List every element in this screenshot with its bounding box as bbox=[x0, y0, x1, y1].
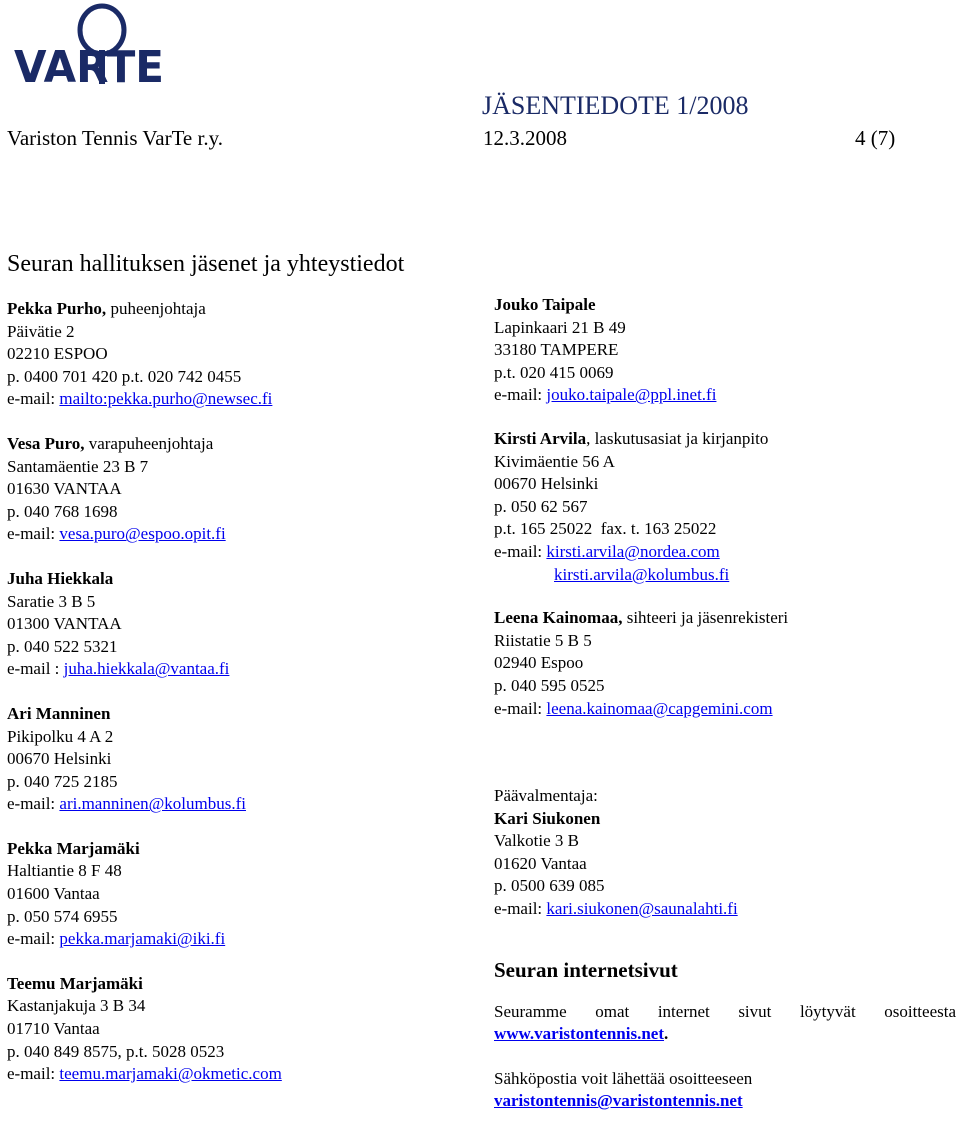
contact-line: 01600 Vantaa bbox=[7, 884, 100, 904]
logo-text: VARTE bbox=[14, 42, 164, 93]
contact-line: Haltiantie 8 F 48 bbox=[7, 861, 122, 881]
contact-line: Kastanjakuja 3 B 34 bbox=[7, 996, 146, 1016]
contact-line: p. 040 768 1698 bbox=[7, 501, 118, 521]
contact-name: Pekka Marjamäki bbox=[7, 838, 140, 858]
contact-card bbox=[494, 607, 956, 720]
contact-line: 00670 Helsinki bbox=[7, 749, 112, 769]
contact-card bbox=[7, 703, 457, 816]
contact-line: p. 0400 701 420 p.t. 020 742 0455 bbox=[7, 366, 242, 386]
email-invite-text: Sähköpostia voit lähettää osoitteeseen bbox=[494, 1068, 753, 1088]
contact-card bbox=[7, 298, 457, 411]
contact-line: p. 040 725 2185 bbox=[7, 771, 118, 791]
email-link[interactable]: mailto:pekka.purho@newsec.fi bbox=[59, 389, 273, 409]
contact-role: puheenjohtaja bbox=[106, 299, 206, 318]
email-label: e-mail: bbox=[7, 794, 60, 814]
email-link[interactable]: kari.siukonen@saunalahti.fi bbox=[546, 899, 738, 919]
contact-card bbox=[7, 433, 457, 546]
email-link[interactable]: leena.kainomaa@capgemini.com bbox=[546, 698, 773, 718]
varte-logo bbox=[6, 2, 174, 100]
email-link[interactable]: kirsti.arvila@nordea.com bbox=[546, 541, 720, 561]
left-contacts-column bbox=[7, 298, 457, 1086]
email-label: e-mail: bbox=[494, 698, 547, 718]
contact-line: p. 050 62 567 bbox=[494, 496, 588, 516]
contact-card bbox=[7, 838, 457, 951]
contact-name: Kari Siukonen bbox=[494, 808, 601, 828]
page-number: 4 (7) bbox=[855, 126, 896, 150]
contact-line: p.t. 165 25022 fax. t. 163 25022 bbox=[494, 519, 717, 539]
contact-line: 33180 TAMPERE bbox=[494, 340, 619, 360]
contact-line: Riistatie 5 B 5 bbox=[494, 630, 592, 650]
organization-name: Variston Tennis VarTe r.y. bbox=[7, 126, 223, 150]
email-label: e-mail: bbox=[494, 899, 547, 919]
document-title: JÄSENTIEDOTE 1/2008 bbox=[482, 91, 749, 120]
contact-role: sihteeri ja jäsenrekisteri bbox=[622, 608, 789, 628]
email-link[interactable]: juha.hiekkala@vantaa.fi bbox=[63, 659, 230, 679]
contact-name: Juha Hiekkala bbox=[7, 568, 114, 588]
contact-line: Saratie 3 B 5 bbox=[7, 591, 96, 611]
contact-card bbox=[494, 785, 956, 921]
contact-line: 00670 Helsinki bbox=[494, 474, 599, 494]
contact-line: 01300 VANTAA bbox=[7, 614, 122, 634]
contact-line: 02940 Espoo bbox=[494, 653, 584, 673]
contact-role: varapuheenjohtaja bbox=[84, 433, 214, 453]
email-label: e-mail: bbox=[7, 929, 60, 949]
section-heading: Seuran hallituksen jäsenet ja yhteystiedot bbox=[7, 251, 405, 277]
contact-line: p.t. 020 415 0069 bbox=[494, 362, 614, 382]
email-label: e-mail: bbox=[7, 524, 60, 544]
contact-line: 01620 Vantaa bbox=[494, 853, 587, 873]
contact-line: p. 0500 639 085 bbox=[494, 876, 605, 896]
email-link[interactable]: jouko.taipale@ppl.inet.fi bbox=[546, 385, 717, 405]
email-link[interactable]: teemu.marjamaki@okmetic.com bbox=[59, 1064, 282, 1084]
contact-line: 01710 Vantaa bbox=[7, 1019, 100, 1039]
contact-line: Valkotie 3 B bbox=[494, 831, 579, 851]
email-link[interactable]: pekka.marjamaki@iki.fi bbox=[59, 929, 226, 949]
email-link[interactable]: ari.manninen@kolumbus.fi bbox=[59, 794, 246, 814]
email-label: e-mail: bbox=[494, 541, 547, 561]
internet-text: Seuramme omat internet sivut löytyvät osoitteesta bbox=[494, 1001, 956, 1021]
contact-line: Santamäentie 23 B 7 bbox=[7, 456, 149, 476]
coach-role-label: Päävalmentaja: bbox=[494, 786, 598, 806]
contact-line: Lapinkaari 21 B 49 bbox=[494, 317, 626, 337]
contact-line: p. 040 522 5321 bbox=[7, 636, 118, 656]
contact-name: Vesa Puro, bbox=[7, 433, 85, 453]
contact-line: Kivimäentie 56 A bbox=[494, 451, 615, 471]
contact-line: p. 040 849 8575, p.t. 5028 0523 bbox=[7, 1041, 225, 1061]
contact-card bbox=[7, 973, 457, 1086]
contact-line: p. 050 574 6955 bbox=[7, 906, 118, 926]
contact-line: Päivätie 2 bbox=[7, 321, 75, 341]
website-link-suffix: . bbox=[664, 1024, 669, 1044]
contact-line: p. 040 595 0525 bbox=[494, 675, 605, 695]
email-label: e-mail: bbox=[7, 389, 60, 409]
contact-line: 01630 VANTAA bbox=[7, 479, 122, 499]
document-date: 12.3.2008 bbox=[483, 126, 567, 150]
right-contacts-column bbox=[494, 294, 956, 1113]
club-email-link[interactable]: varistontennis@varistontennis.net bbox=[494, 1091, 743, 1111]
contact-role: , laskutusasiat ja kirjanpito bbox=[586, 428, 769, 448]
contact-card bbox=[7, 568, 457, 681]
contact-card bbox=[494, 294, 956, 407]
contact-line: Pikipolku 4 A 2 bbox=[7, 726, 114, 746]
contact-name: Teemu Marjamäki bbox=[7, 973, 143, 993]
email-link[interactable]: vesa.puro@espoo.opit.fi bbox=[59, 524, 226, 544]
website-link[interactable]: www.varistontennis.net bbox=[494, 1024, 665, 1044]
contact-name: Jouko Taipale bbox=[494, 295, 596, 314]
email-link-secondary[interactable]: kirsti.arvila@kolumbus.fi bbox=[554, 564, 730, 584]
contact-name: Kirsti Arvila bbox=[494, 428, 587, 448]
email-label: e-mail: bbox=[7, 1064, 60, 1084]
contact-card bbox=[494, 428, 956, 586]
contact-name: Ari Manninen bbox=[7, 703, 111, 723]
contact-name: Pekka Purho, bbox=[7, 299, 107, 318]
contact-name: Leena Kainomaa, bbox=[494, 608, 623, 628]
contact-line: 02210 ESPOO bbox=[7, 344, 108, 364]
internet-section bbox=[494, 955, 956, 1113]
email-label: e-mail : bbox=[7, 659, 64, 679]
email-label: e-mail: bbox=[494, 385, 547, 405]
internet-heading: Seuran internetsivut bbox=[494, 957, 678, 982]
